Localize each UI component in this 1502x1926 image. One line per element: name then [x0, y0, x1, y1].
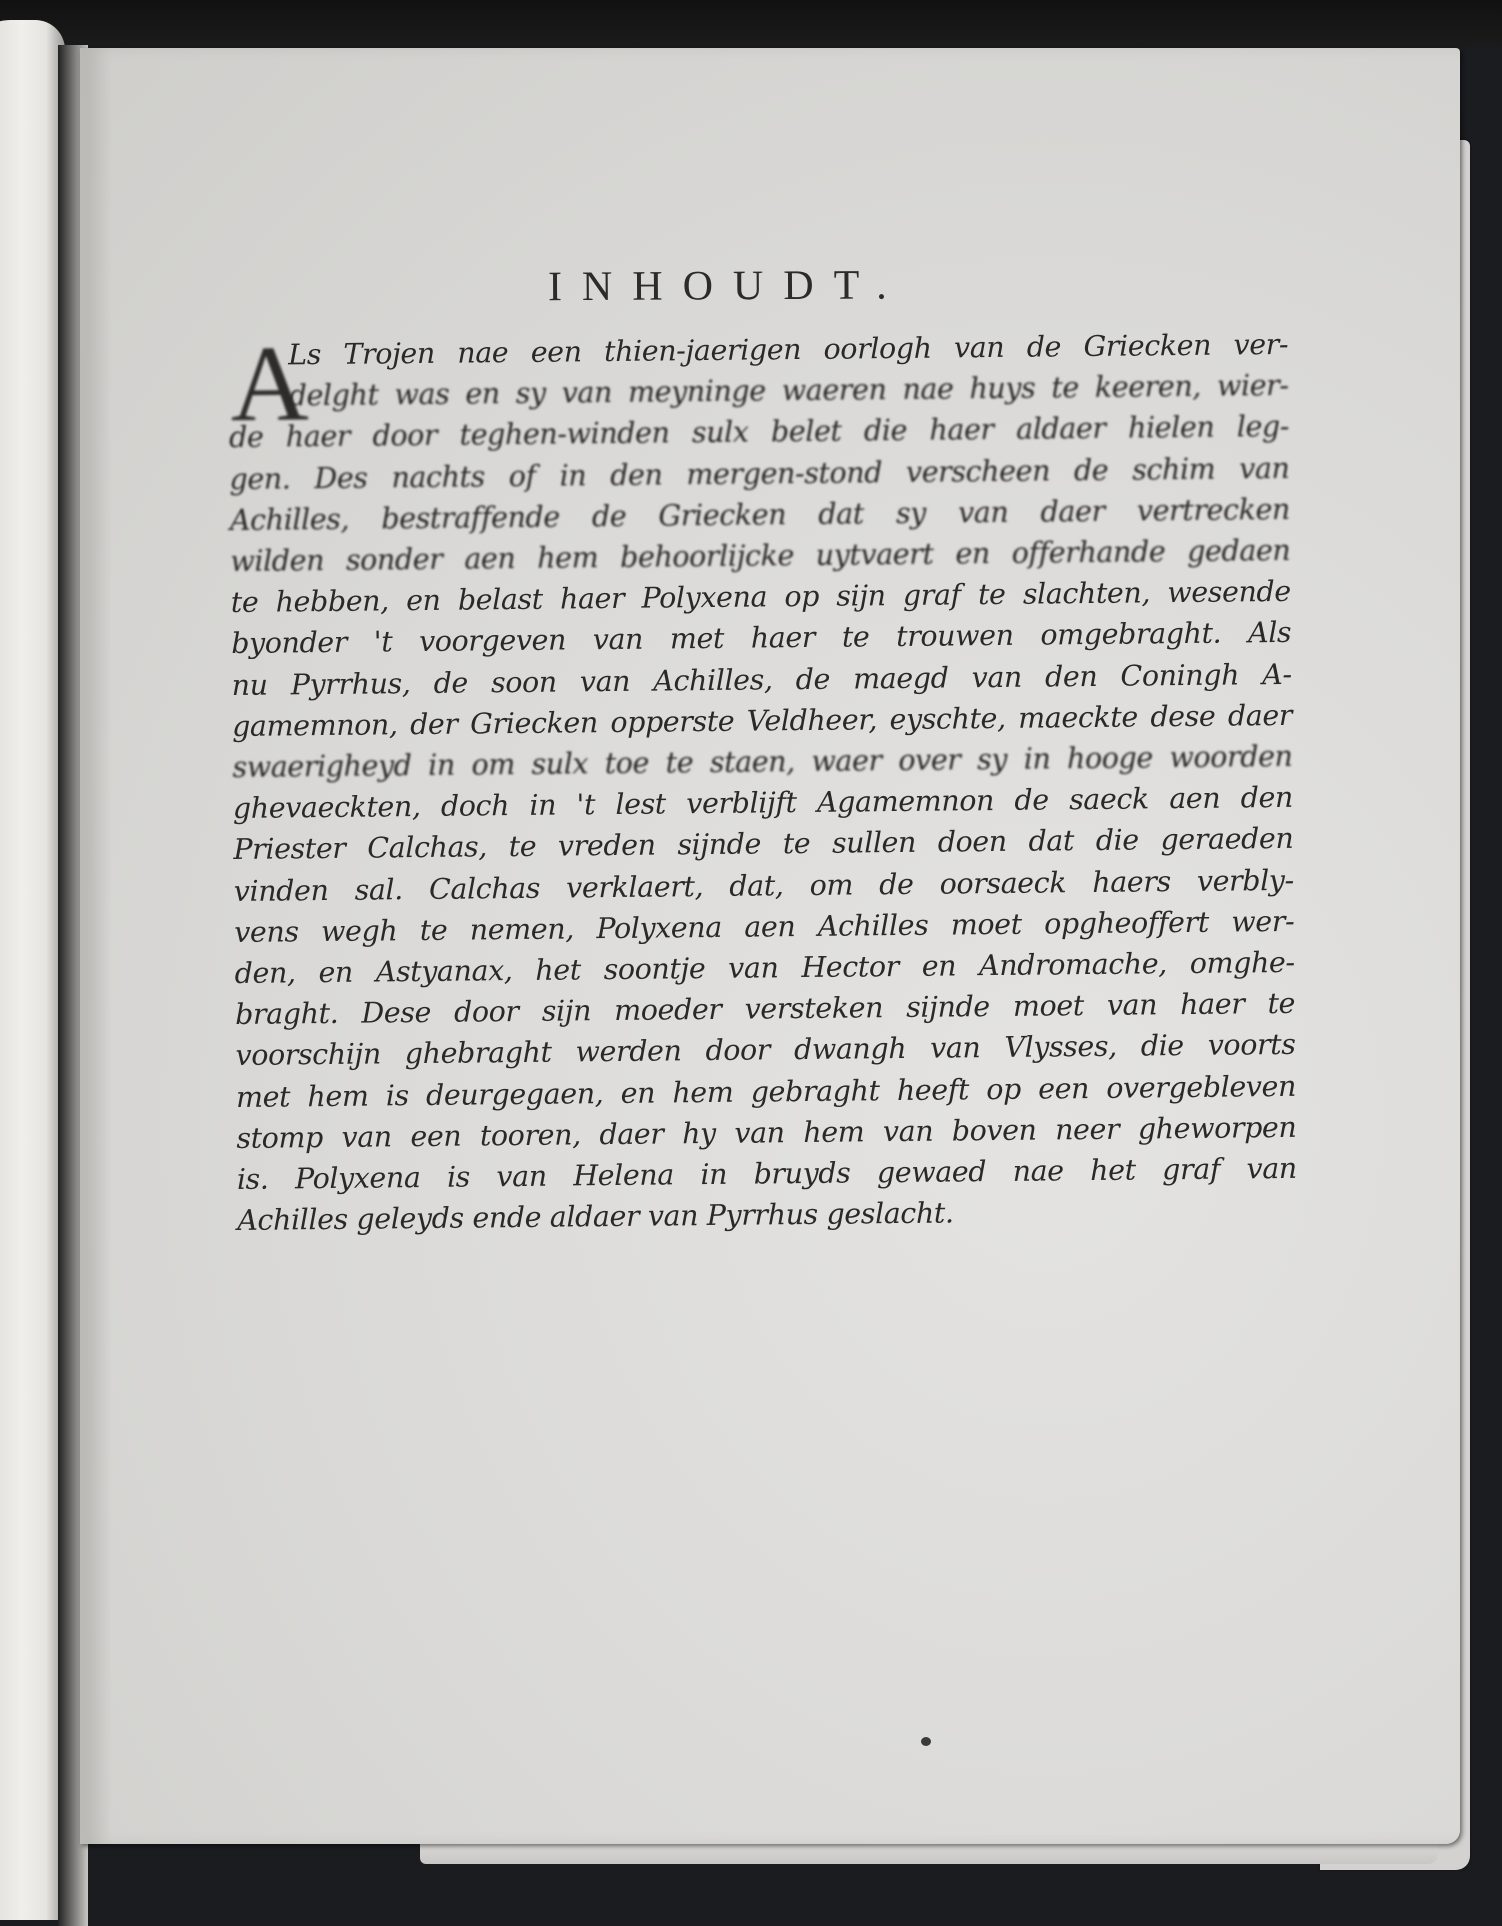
text-line: vens wegh te nemen, Polyxena aen Achilles moet opgheoffert wer-	[234, 904, 1295, 949]
text-line: met hem is deurgegaen, en hem gebraght heeft op een overgebleven	[235, 1069, 1297, 1114]
text-line: nu Pyrrhus, de soon van Achilles, de maegd van den Coningh A-	[231, 657, 1292, 702]
text-line: Achilles geleyds ende aldaer van Pyrrhus geslacht.	[237, 1196, 954, 1238]
text-line: wilden sonder aen hem behoorlijcke uytvaert en offerhande gedaen	[230, 533, 1291, 579]
text-line: de haer door teghen-winden sulx belet die haer aldaer hielen leg-	[228, 410, 1290, 455]
text-line: Ls Trojen nae een thien-jaerigen oorlogh van de Griecken ver-	[288, 327, 1289, 372]
background-shadow	[0, 0, 1502, 52]
text-line: byonder 't voorgeven van met haer te trouwen omgebraght. Als	[231, 616, 1292, 661]
text-line: gen. Des nachts of in den mergen-stond verscheen de schim van	[229, 451, 1290, 496]
text-line: ghevaeckten, doch in 't lest verblijft Agamemnon de saeck aen den	[232, 781, 1294, 826]
text-line: braght. Dese door sijn moeder versteken sijnde moet van haer te	[234, 987, 1296, 1032]
text-line: delght was en sy van meyninge waeren nae huys te keeren, wier-	[288, 369, 1289, 413]
text-line: swaerigheyd in om sulx toe te staen, waer over sy in hooge woorden	[232, 739, 1293, 785]
text-line: stomp van een tooren, daer hy van hem van boven neer gheworpen	[236, 1110, 1297, 1155]
text-line: vinden sal. Calchas verklaert, dat, om de oorsaeck haers verbly-	[233, 863, 1294, 908]
text-line: gamemnon, der Griecken opperste Veldheer, eyschte, maeckte dese daer	[231, 698, 1293, 743]
ink-spot	[921, 1737, 931, 1746]
summary-paragraph	[228, 324, 1297, 1242]
drop-cap: A	[229, 324, 310, 444]
text-line: is. Polyxena is van Helena in bruyds gewaed nae het graf van	[236, 1151, 1297, 1197]
text-line: Achilles, bestraffende de Griecken dat sy van daer vertrecken	[229, 492, 1291, 537]
text-line: voorschijn ghebraght werden door dwangh van Vlysses, die voorts	[235, 1028, 1296, 1073]
text-line: Priester Calchas, te vreden sijnde te sullen doen dat die geraeden	[233, 822, 1294, 867]
text-line: te hebben, en belast haer Polyxena op sijn graf te slachten, wesende	[230, 575, 1291, 620]
facing-page-curl	[0, 20, 65, 1920]
text-line: den, en Astyanax, het soontje van Hector en Andromache, omghe-	[234, 945, 1295, 991]
page-inner-edge-shading	[80, 48, 112, 1844]
page-heading: INHOUDT.	[547, 262, 907, 311]
